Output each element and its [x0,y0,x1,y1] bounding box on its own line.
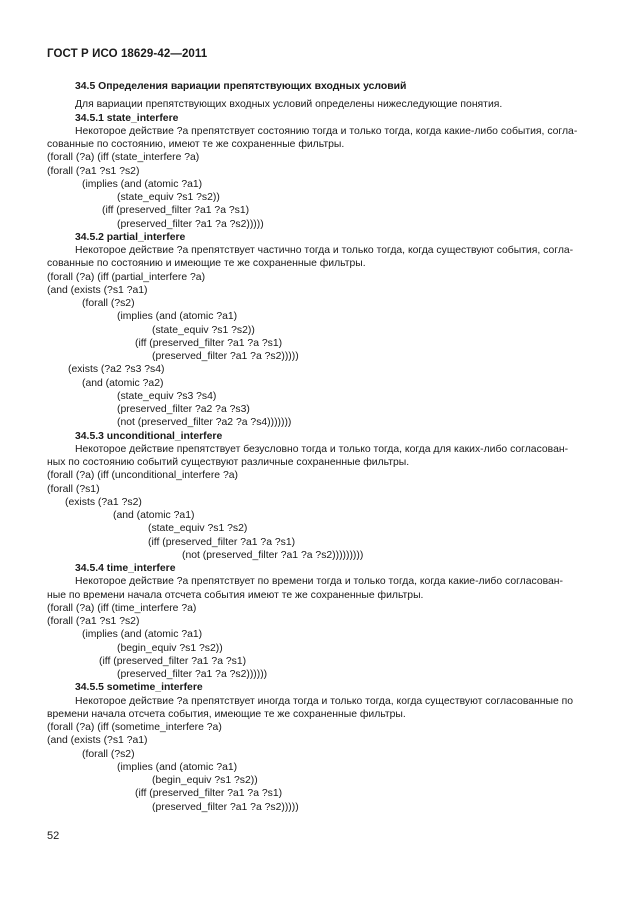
code-line: (forall (?a) (iff (state_interfere ?a) [47,152,200,164]
page-number: 52 [47,830,60,842]
code-line: (forall (?a) (iff (sometime_interfere ?a) [47,722,222,733]
code-line: (iff (preserved_filter ?a1 ?a ?s1) [102,205,250,217]
code-line: (forall (?a1 ?s1 ?s2) [47,616,140,627]
code-line: (not (preserved_filter ?a2 ?a ?s4))))))) [117,417,292,429]
code-line: (implies (and (atomic ?a1) [117,311,238,323]
code-line: (state_equiv ?s1 ?s2)) [117,192,220,203]
code-line: (iff (preserved_filter ?a1 ?a ?s1) [135,337,283,349]
code-line: (begin_equiv ?s1 ?s2)) [152,775,258,786]
code-line: (state_equiv ?s1 ?s2)) [152,324,255,336]
section-title: 34.5 Определения вариации препятствующих входных условий [75,81,407,92]
subsection-heading: 34.5.3 unconditional_interfere [75,430,223,442]
code-line: (exists (?a1 ?s2) [65,496,142,508]
body-text-line: времени начала отсчета события, имеющие те же сохраненные фильтры. [47,708,406,720]
body-text-line: Некоторое действие препятствует безусловно тогда и только тогда, когда для каких-либо согласован- [75,443,569,455]
code-line: (forall (?a) (iff (unconditional_interfere ?a) [47,470,238,482]
body-text-line: Некоторое действие ?a препятствует состоянию тогда и только тогда, когда какие-либо события, согла- [75,125,578,137]
code-line: (forall (?a) (iff (partial_interfere ?a) [47,271,206,283]
body-text-line: ные по времени начала отсчета события имеют те же сохраненные фильтры. [47,589,424,601]
code-line: (not (preserved_filter ?a1 ?a ?s2))))))))) [182,549,364,561]
code-line: (iff (preserved_filter ?a1 ?a ?s1) [148,536,296,548]
subsection-heading: 34.5.2 partial_interfere [75,231,186,243]
code-line: (implies (and (atomic ?a1) [117,761,238,773]
code-line: (preserved_filter ?a2 ?a ?s3) [117,404,250,415]
code-line: (forall (?a1 ?s1 ?s2) [47,165,140,177]
body-text-line: Некоторое действие ?a препятствует по времени тогда и только тогда, когда какие-либо согласован- [75,576,563,588]
subsection-heading: 34.5.4 time_interfere [75,563,176,574]
body-text-line: Некоторое действие ?a препятствует иногда тогда и только тогда, когда существуют согласованные по [75,695,574,707]
body-text-line: сованные по состоянию, имеют те же сохраненные фильтры. [47,139,345,150]
code-line: (iff (preserved_filter ?a1 ?a ?s1) [135,788,283,800]
code-line: (iff (preserved_filter ?a1 ?a ?s1) [99,655,247,667]
code-line: (preserved_filter ?a1 ?a ?s2))))) [117,218,264,230]
code-line: (preserved_filter ?a1 ?a ?s2))))) [152,801,299,813]
subsection-heading: 34.5.5 sometime_interfere [75,682,203,694]
code-line: (state_equiv ?s3 ?s4) [117,390,217,402]
code-line: (and (atomic ?a1) [113,510,195,521]
code-line: (forall (?a) (iff (time_interfere ?a) [47,602,197,614]
subsection-heading: 34.5.1 state_interfere [75,112,179,124]
body-text-line: сованные по состоянию и имеющие те же сохраненные фильтры. [47,258,366,270]
code-line: (begin_equiv ?s1 ?s2)) [117,642,223,654]
code-line: (preserved_filter ?a1 ?a ?s2)))))) [117,669,268,680]
code-line: (implies (and (atomic ?a1) [82,178,203,190]
code-line: (and (atomic ?a2) [82,377,164,389]
code-line: (and (exists (?s1 ?a1) [47,735,148,747]
code-line: (forall (?s2) [82,298,135,309]
code-line: (forall (?s1) [47,483,100,495]
code-line: (forall (?s2) [82,748,135,760]
intro-paragraph: Для вариации препятствующих входных условий определены нижеследующие понятия. [75,99,503,111]
code-line: (implies (and (atomic ?a1) [82,629,203,641]
code-line: (preserved_filter ?a1 ?a ?s2))))) [152,351,299,362]
code-line: (and (exists (?s1 ?a1) [47,284,148,296]
code-line: (exists (?a2 ?s3 ?s4) [68,364,165,376]
body-text-line: Некоторое действие ?a препятствует частично тогда и только тогда, когда существуют события, согла- [75,245,574,256]
body-text-line: ных по состоянию событий существуют различные сохраненные фильтры. [47,457,410,468]
page-header: ГОСТ Р ИСО 18629-42—2011 [47,48,208,60]
code-line: (state_equiv ?s1 ?s2) [148,523,248,535]
